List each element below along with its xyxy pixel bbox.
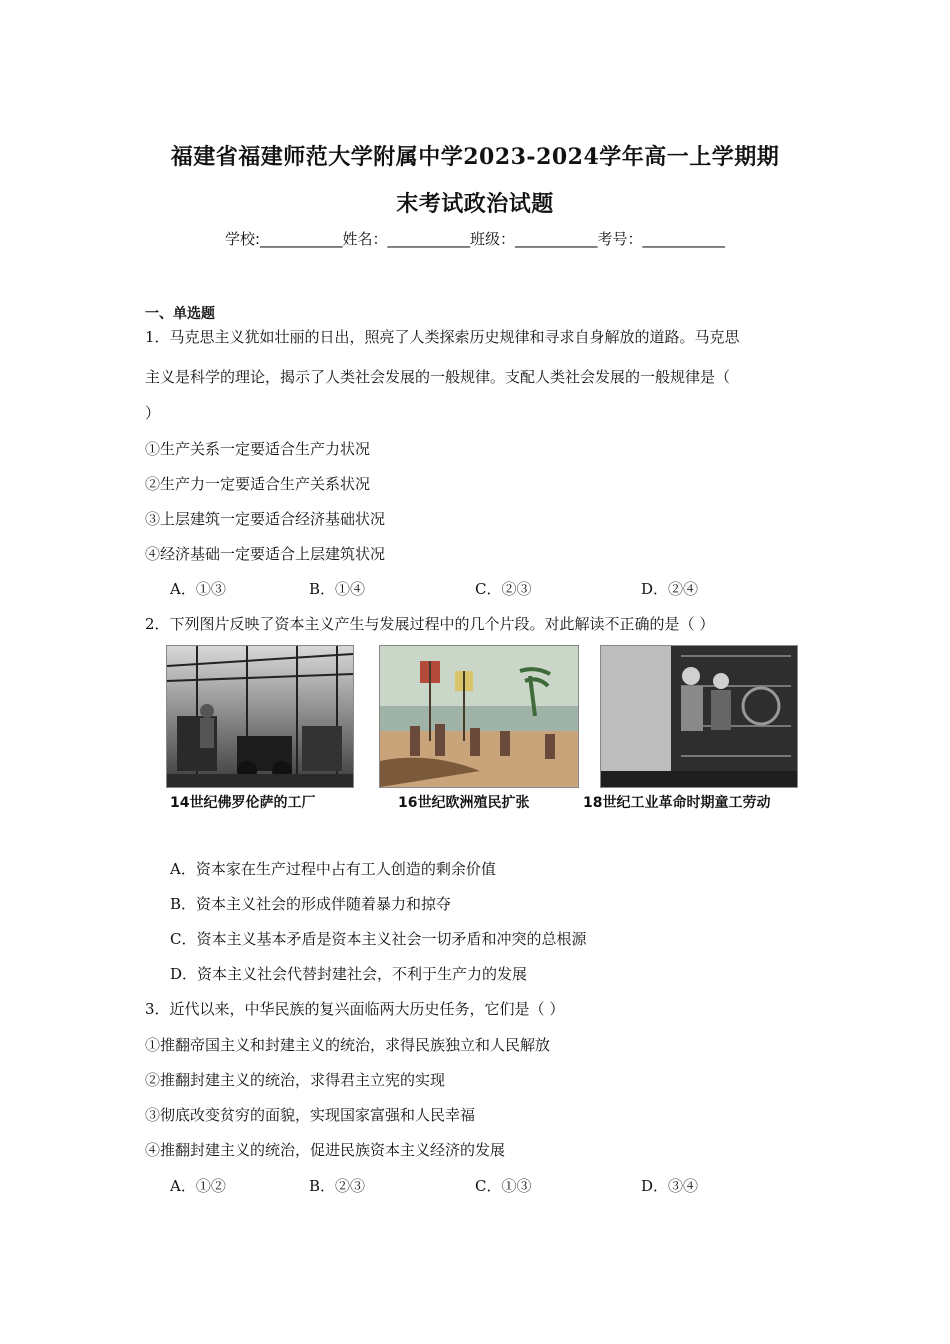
q2-option-a[interactable]: A．资本家在生产过程中占有工人创造的剩余价值 [170,860,496,878]
q1-item-3: ③上层建筑一定要适合经济基础状况 [145,510,386,528]
q1-item-2: ②生产力一定要适合生产关系状况 [145,475,371,493]
title-line-2: 末考试政治试题 [396,191,554,217]
q3-stem: 3．近代以来，中华民族的复兴面临两大历史任务，它们是（ ） [145,1000,565,1018]
q3-option-c[interactable]: C．①③ [475,1177,532,1195]
q3-item-3: ③彻底改变贫穷的面貌，实现国家富强和人民幸福 [145,1106,476,1124]
caption-colonial: 16世纪欧洲殖民扩张 [398,795,530,811]
q3-option-d[interactable]: D．③④ [641,1177,699,1195]
title-line-1: 福建省福建师范大学附属中学2023-2024学年高一上学期期 [170,144,780,170]
q1-option-a[interactable]: A．①③ [170,580,226,598]
student-info-line: 学校:___________姓名：___________班级：___________考号：___________ [224,230,726,248]
q2-option-c[interactable]: C．资本主义基本矛盾是资本主义社会一切矛盾和冲突的总根源 [170,930,587,948]
q2-stem: 2．下列图片反映了资本主义产生与发展过程中的几个片段。对此解读不正确的是（ ） [145,615,715,633]
section-heading: 一、单选题 [145,306,215,322]
q1-item-4: ④经济基础一定要适合上层建筑状况 [145,545,386,563]
q3-item-1: ①推翻帝国主义和封建主义的统治，求得民族独立和人民解放 [145,1036,551,1054]
child-labor-photo [600,645,798,788]
q1-option-c[interactable]: C．②③ [475,580,532,598]
q3-item-2: ②推翻封建主义的统治，求得君主立宪的实现 [145,1071,446,1089]
q3-item-4: ④推翻封建主义的统治，促进民族资本主义经济的发展 [145,1141,506,1159]
colonial-painting [379,645,579,788]
factory-photo [166,645,354,788]
q2-option-d[interactable]: D．资本主义社会代替封建社会，不利于生产力的发展 [170,965,528,983]
q1-item-1: ①生产关系一定要适合生产力状况 [145,440,371,458]
q3-option-b[interactable]: B．②③ [309,1177,366,1195]
q1-option-b[interactable]: B．①④ [309,580,366,598]
q1-stem-line-3: ） [145,404,161,422]
q1-stem-line-1: 1．马克思主义犹如壮丽的日出，照亮了人类探索历史规律和寻求自身解放的道路。马克思 [145,328,740,346]
caption-factory: 14世纪佛罗伦萨的工厂 [170,795,316,811]
caption-child-labor: 18世纪工业革命时期童工劳动 [583,795,771,811]
q2-option-b[interactable]: B．资本主义社会的形成伴随着暴力和掠夺 [170,895,452,913]
q1-option-d[interactable]: D．②④ [641,580,699,598]
q3-option-a[interactable]: A．①② [170,1177,226,1195]
q1-stem-line-2: 主义是科学的理论，揭示了人类社会发展的一般规律。支配人类社会发展的一般规律是（ [145,368,731,386]
